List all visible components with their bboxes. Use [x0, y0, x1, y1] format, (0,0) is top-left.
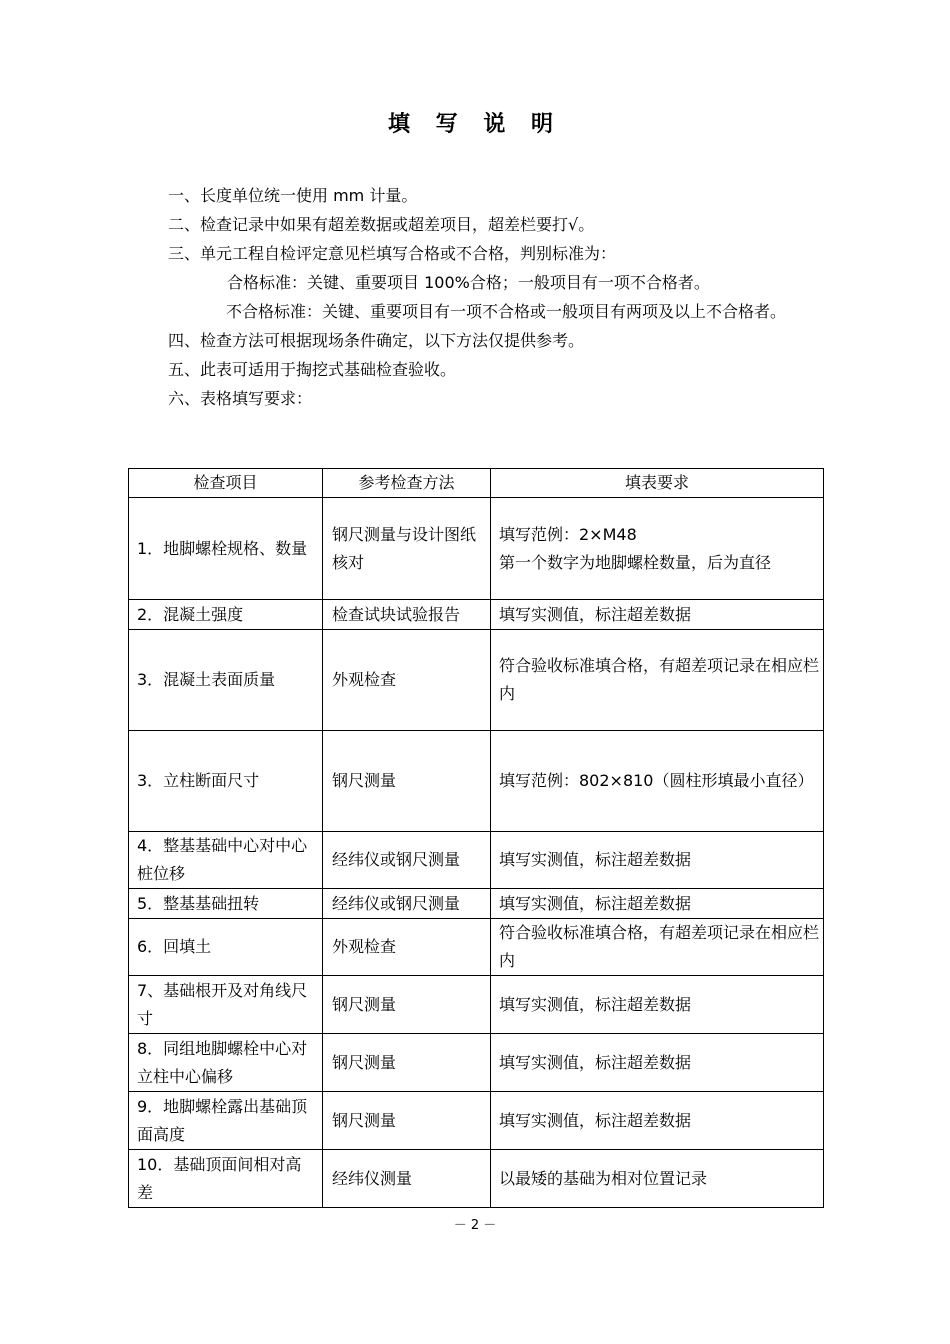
cell-requirement: 符合验收标准填合格，有超差项记录在相应栏内: [491, 919, 824, 976]
table-row: [129, 498, 824, 600]
instruction-item: 一、长度单位统一使用 mm 计量。: [168, 186, 418, 205]
table-row: [129, 630, 824, 731]
table-row: [129, 731, 824, 832]
cell-requirement: 填写实测值，标注超差数据: [491, 1034, 824, 1092]
table-row: [129, 600, 824, 630]
cell-requirement: 填写实测值，标注超差数据: [491, 832, 824, 889]
cell-method: 外观检查: [323, 630, 491, 731]
cell-item: 6．回填土: [129, 919, 323, 976]
cell-method: 钢尺测量: [323, 1092, 491, 1150]
cell-method: 钢尺测量与设计图纸核对: [323, 498, 491, 600]
table-row: [129, 1150, 824, 1208]
cell-method: 钢尺测量: [323, 731, 491, 832]
instruction-item: 五、此表可适用于掏挖式基础检查验收。: [168, 360, 457, 379]
instruction-subitem: 合格标准：关键、重要项目 100%合格；一般项目有一项不合格者。: [227, 273, 710, 292]
cell-method: 检查试块试验报告: [323, 600, 491, 630]
header-inspection-item: 检查项目: [129, 469, 323, 498]
cell-item: 3．立柱断面尺寸: [129, 731, 323, 832]
cell-requirement: 填写实测值，标注超差数据: [491, 600, 824, 630]
cell-requirement: 填写范例：802×810（圆柱形填最小直径）: [491, 731, 824, 832]
table-row: [129, 1034, 824, 1092]
cell-item: 7、基础根开及对角线尺寸: [129, 976, 323, 1034]
cell-item: 10．基础顶面间相对高差: [129, 1150, 323, 1208]
cell-requirement: 符合验收标准填合格，有超差项记录在相应栏内: [491, 630, 824, 731]
table-header-row: [129, 469, 824, 498]
instructions-list: [168, 181, 928, 413]
instruction-item: 六、表格填写要求：: [168, 389, 313, 408]
cell-requirement: 填写实测值，标注超差数据: [491, 889, 824, 919]
requirements-table: [128, 468, 824, 1208]
instruction-item: 四、检查方法可根据现场条件确定，以下方法仅提供参考。: [168, 331, 585, 350]
header-fill-requirement: 填表要求: [491, 469, 824, 498]
table-row: [129, 889, 824, 919]
cell-method: 钢尺测量: [323, 1034, 491, 1092]
cell-item: 3．混凝土表面质量: [129, 630, 323, 731]
requirement-line: 第一个数字为地脚螺栓数量，后为直径: [499, 552, 772, 572]
cell-method: 经纬仪测量: [323, 1150, 491, 1208]
header-reference-method: 参考检查方法: [323, 469, 491, 498]
table-row: [129, 832, 824, 889]
cell-method: 钢尺测量: [323, 976, 491, 1034]
table-row: [129, 976, 824, 1034]
cell-requirement: 填写实测值，标注超差数据: [491, 976, 824, 1034]
page-title: 填 写 说 明: [388, 112, 562, 137]
cell-requirement: 填写实测值，标注超差数据: [491, 1092, 824, 1150]
instruction-item: 三、单元工程自检评定意见栏填写合格或不合格，判别标准为：: [168, 244, 617, 263]
page-number: － 2 －: [453, 1218, 497, 1233]
cell-method: 经纬仪或钢尺测量: [323, 889, 491, 919]
cell-item: 1．地脚螺栓规格、数量: [129, 498, 323, 600]
cell-requirement: 以最矮的基础为相对位置记录: [491, 1150, 824, 1208]
requirement-line: 填写范例：2×M48: [499, 524, 637, 544]
table-row: [129, 919, 824, 976]
instruction-item: 二、检查记录中如果有超差数据或超差项目，超差栏要打√。: [168, 215, 595, 234]
cell-item: 2．混凝土强度: [129, 600, 323, 630]
cell-item: 4．整基基础中心对中心桩位移: [129, 832, 323, 889]
cell-item: 9．地脚螺栓露出基础顶面高度: [129, 1092, 323, 1150]
instruction-subitem: 不合格标准：关键、重要项目有一项不合格或一般项目有两项及以上不合格者。: [226, 302, 787, 321]
cell-item: 8．同组地脚螺栓中心对立柱中心偏移: [129, 1034, 323, 1092]
cell-requirement: [491, 498, 824, 600]
cell-item: 5．整基基础扭转: [129, 889, 323, 919]
table-row: [129, 1092, 824, 1150]
cell-method: 经纬仪或钢尺测量: [323, 832, 491, 889]
cell-method: 外观检查: [323, 919, 491, 976]
